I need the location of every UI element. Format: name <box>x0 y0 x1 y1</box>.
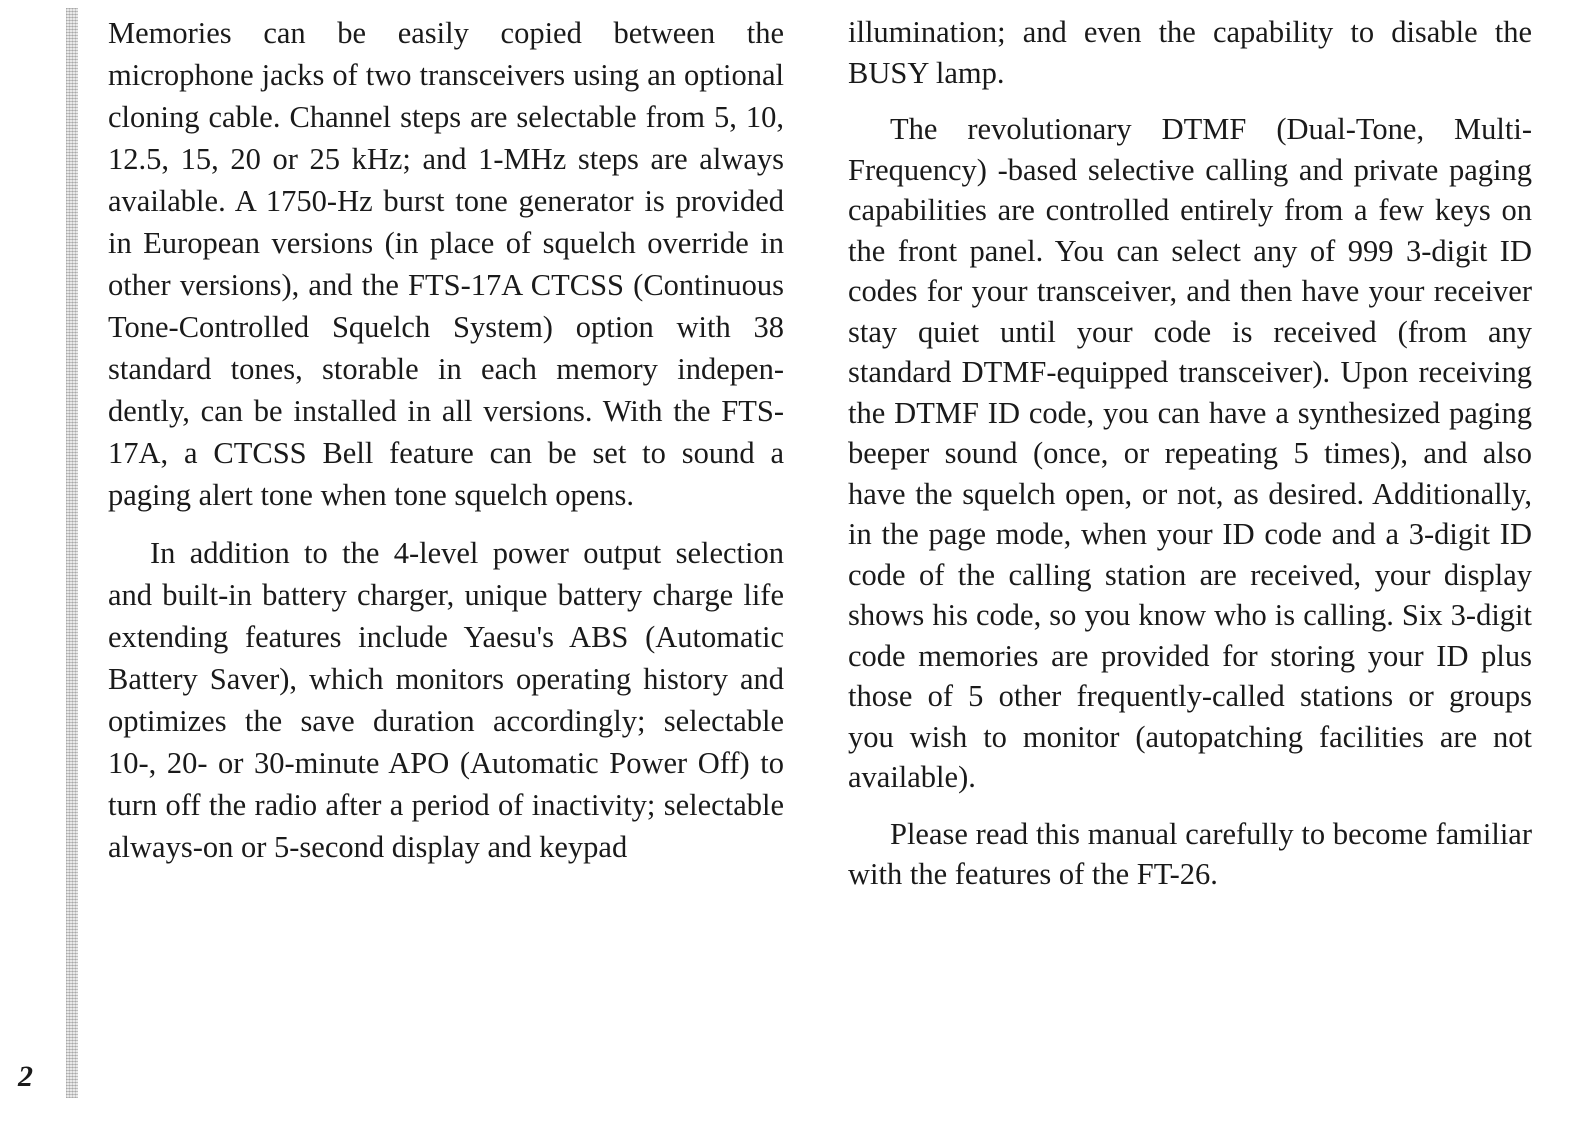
paragraph-read-manual: Please read this manual carefully to become familiar with the features of the FT-26. <box>848 816 1532 891</box>
page-number: 2 <box>18 1060 33 1093</box>
paragraph-memories-cloning: Memories can be easily copied between the microphone jacks of two transceivers using an optional cloning cable. Channel steps are selectable from 5, 10, 12.5, 15, 20 or 25 kHz; and 1-MHz steps are always available. A 1750-Hz burst tone generator is provided in European versions (in place of squelch override in other versions), and the FTS-17A CTCSS (Continuous Tone-Controlled Squelch System) option with 38 standard tones, storable in each memory independently, can be installed in all versions. With the FTS-17A, a CTCSS Bell feature can be set to sound a paging alert tone when tone squelch opens. <box>108 16 784 512</box>
paragraph-dtmf-paging: The revolutionary DTMF (Dual-Tone, Multi-Frequency) -based selective calling and private paging capabilities are controlled entirely from a few keys on the front panel. You can select any of 999 3-digit ID codes for your transceiver, and then have your receiver stay quiet until your code is received (from any standard DTMF-equipped transceiver). Upon receiving the DTMF ID code, you can have a synthesized paging beeper sound (once, or repeating 5 times), and also have the squelch open, or not, as desired. Additionally, in the page mode, when your ID code and a 3-digit ID code of the calling station are received, your display shows his code, so you know who is calling. Six 3-digit code memories are provided for storing your ID plus those of 5 other frequently-called stations or groups you wish to monitor (autopatching facilities are not available). <box>848 112 1532 794</box>
scan-edge-strip <box>66 8 78 1098</box>
left-column <box>108 12 784 868</box>
right-column <box>848 12 1532 895</box>
paragraph-illumination-continued: illumination; and even the capability to disable the BUSY lamp. <box>848 15 1532 90</box>
paragraph-battery-features: In addition to the 4-level power output selection and built-in battery charger, unique battery charge life extending features include Yaesu's ABS (Automatic Battery Saver), which monitors operating history and optimizes the save duration accordingly; selectable 10-, 20- or 30-minute APO (Automatic Power Off) to turn off the radio after a period of inactivity; selectable always-on or 5-second display and keypad <box>108 536 784 864</box>
